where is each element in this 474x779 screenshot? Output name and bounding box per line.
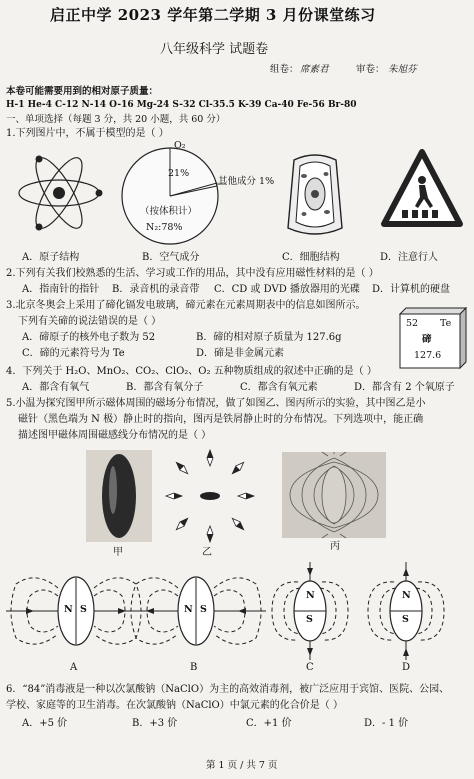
compass-needles-yi <box>160 448 260 544</box>
q4-option-a[interactable]: A．都含有氧气 <box>22 382 90 393</box>
q6-option-c[interactable]: C．+1 价 <box>246 718 292 729</box>
q2-option-a[interactable]: A．指南针的指针 <box>22 284 100 295</box>
cell-model-figure <box>284 152 346 238</box>
setter-label: 组卷： <box>270 64 299 75</box>
option-d-s-label: S <box>402 614 409 625</box>
q3-option-a[interactable]: A．碲原子的核外电子数为 52 <box>22 332 156 343</box>
q3-option-b[interactable]: B．碲的相对原子质量为 127.6g <box>196 332 342 343</box>
option-d-n-label: N <box>402 590 411 601</box>
q3-option-d[interactable]: D．碲是非金属元素 <box>196 348 285 359</box>
pie-label-volume: （按体积计） <box>140 206 198 217</box>
q6-option-d[interactable]: D．- 1 价 <box>364 718 409 729</box>
q4-option-c[interactable]: C．都含有氧元素 <box>240 382 318 393</box>
q2-stem: 2.下列有关我们校熟悉的生活、学习或工作的用品，其中没有应用磁性材料的是（ ） <box>6 268 379 279</box>
q2-option-b[interactable]: B．录音机的录音带 <box>112 284 200 295</box>
q1-stem: 1.下列图片中，不属于模型的是（ ） <box>6 128 169 139</box>
q5-stem-line1: 5.小温为探究图甲所示磁体周围的磁场分布情况，做了如图乙、图丙所示的实验，其中图乙是小 <box>6 398 426 409</box>
option-b-n-label: N <box>184 604 193 615</box>
iron-filings-bing <box>282 452 386 538</box>
page-title: 启正中学 2023 学年第二学期 3 月份课堂练习 <box>50 6 376 24</box>
q4-option-b[interactable]: B．都含有氧分子 <box>126 382 204 393</box>
q4-option-d[interactable]: D．都含有 2 个氧原子 <box>354 382 455 393</box>
reviewer-name: 朱旭芬 <box>388 64 417 75</box>
q3-option-c[interactable]: C．碲的元素符号为 Te <box>22 348 125 359</box>
magnet-photo-jia <box>86 450 152 542</box>
q2-option-c[interactable]: C．CD 或 DVD 播放器用的光碟 <box>214 284 360 295</box>
q5-option-d[interactable]: D <box>402 662 411 673</box>
q1-option-d[interactable]: D．注意行人 <box>380 252 439 263</box>
pie-label-o2: O₂ <box>174 140 186 151</box>
q3-stem-line1: 3.北京冬奥会上采用了碲化镉发电玻璃，碲元素在元素周期表中的信息如图所示。 <box>6 300 366 311</box>
pie-label-other: 其他成分 1% <box>218 176 275 187</box>
element-atomic-number: 52 <box>406 318 419 329</box>
option-a-n-label: N <box>64 604 73 615</box>
q5-option-a[interactable]: A <box>70 662 78 673</box>
field-lines-option-c <box>266 562 354 660</box>
field-lines-option-d <box>362 562 450 660</box>
q5-option-b[interactable]: B <box>190 662 198 673</box>
pie-label-n2: N₂:78% <box>146 222 183 233</box>
q6-stem-line1: 6．“84”消毒液是一种以次氯酸钠（NaClO）为主的高效消毒剂，被广泛应用于宾馆、医院、公园、 <box>6 684 450 695</box>
option-c-n-label: N <box>306 590 315 601</box>
page-subtitle: 八年级科学 试题卷 <box>160 42 269 57</box>
setter-name: 席素君 <box>300 64 329 75</box>
q2-option-d[interactable]: D．计算机的硬盘 <box>372 284 451 295</box>
q1-option-c[interactable]: C．细胞结构 <box>282 252 340 263</box>
reviewer-label: 审卷： <box>356 64 385 75</box>
q6-option-a[interactable]: A．+5 价 <box>22 718 68 729</box>
option-b-s-label: S <box>200 604 207 615</box>
pie-label-o2-percent: 21% <box>168 168 190 179</box>
q5-option-c[interactable]: C <box>306 662 314 673</box>
figure-label-bing: 丙 <box>330 541 340 552</box>
q5-stem-line3: 描述图甲磁体周围磁感线分布情况的是（ ） <box>18 430 212 441</box>
figure-label-yi: 乙 <box>202 547 212 558</box>
q3-stem-line2: 下列有关碲的说法错误的是（ ） <box>18 316 162 327</box>
section-heading: 一、单项选择（每题 3 分，共 20 小题，共 60 分） <box>6 114 226 125</box>
q1-option-a[interactable]: A．原子结构 <box>22 252 80 263</box>
q1-option-b[interactable]: B．空气成分 <box>142 252 200 263</box>
atomic-mass-list: H-1 He-4 C-12 N-14 O-16 Mg-24 S-32 Cl-35.5 K-39 Ca-40 Fe-56 Br-80 <box>6 100 357 110</box>
option-a-s-label: S <box>80 604 87 615</box>
page-number: 第 1 页 / 共 7 页 <box>206 760 278 771</box>
pedestrian-sign-figure <box>380 148 464 232</box>
element-atomic-mass: 127.6 <box>414 350 442 361</box>
field-lines-option-a <box>6 566 146 656</box>
atomic-mass-note: 本卷可能需要用到的相对原子质量： <box>6 86 159 97</box>
figure-label-jia: 甲 <box>113 547 123 558</box>
q4-stem: 4．下列关于 H₂O、MnO₂、CO₂、ClO₂、O₂ 五种物质组成的叙述中正确的是（ ） <box>6 366 377 377</box>
q5-stem-line2: 磁针（黑色端为 N 极）静止时的指向，图丙是铁屑静止时的分布情况。下列选项中，能正确 <box>18 414 424 425</box>
element-symbol: Te <box>440 318 452 329</box>
q6-option-b[interactable]: B．+3 价 <box>132 718 178 729</box>
atom-model-figure <box>14 150 104 236</box>
element-name: 碲 <box>422 334 432 345</box>
q6-stem-line2: 学校、家庭等的卫生消毒。在次氯酸钠（NaClO）中氯元素的化合价是（ ） <box>6 700 343 711</box>
option-c-s-label: S <box>306 614 313 625</box>
field-lines-option-b <box>126 566 266 656</box>
